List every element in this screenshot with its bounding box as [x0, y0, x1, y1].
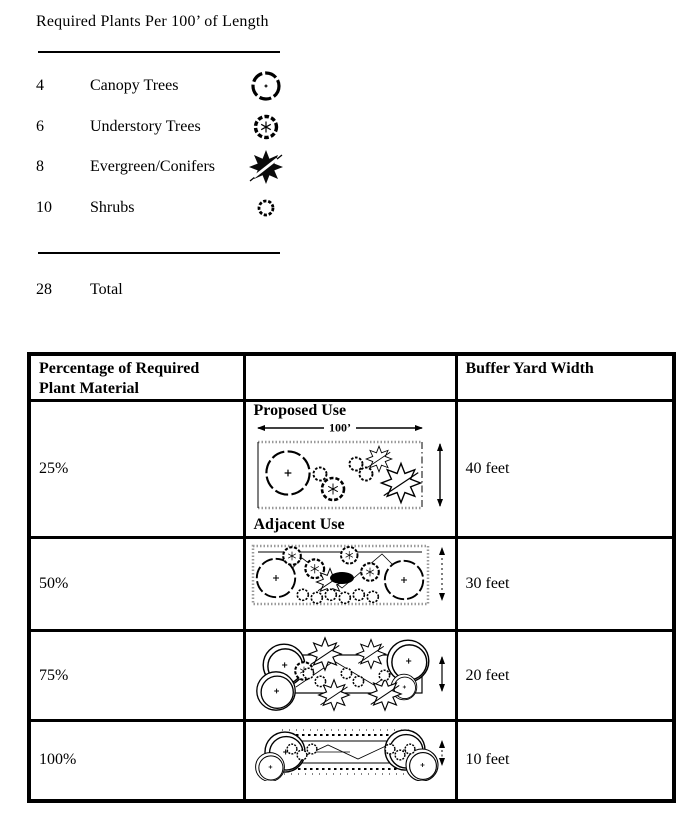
diagram-cell — [244, 631, 456, 721]
plant-qty: 6 — [36, 118, 44, 135]
total-label: Total — [90, 281, 123, 298]
understory-tree-icon — [244, 112, 288, 142]
buffer-diagram-50-percent — [250, 542, 450, 608]
adjacent-use-label: Adjacent Use — [253, 516, 345, 533]
plant-schedule-row-understory — [36, 107, 304, 147]
buffer-diagram-75-percent — [250, 635, 450, 713]
plant-label: Understory Trees — [90, 118, 201, 135]
table-row — [29, 631, 674, 721]
total-qty: 28 — [36, 281, 52, 298]
header-percentage: Percentage of Required Plant Material — [29, 354, 244, 401]
plant-label: Shrubs — [90, 199, 135, 216]
schedule-divider-top — [38, 51, 280, 53]
table-row — [29, 401, 674, 538]
buffer-diagram-25-percent — [252, 420, 448, 514]
percentage-cell: 75% — [29, 631, 244, 721]
evergreen-conifer-icon — [244, 148, 288, 186]
header-buffer-width: Buffer Yard Width — [456, 354, 674, 401]
buffer-width-cell: 30 feet — [456, 538, 674, 631]
shrub-icon — [244, 198, 288, 218]
plant-label: Evergreen/Conifers — [90, 158, 215, 175]
diagram-cell — [244, 721, 456, 801]
percentage-cell: 50% — [29, 538, 244, 631]
plant-schedule-row-shrub — [36, 188, 304, 228]
buffer-width-cell: 10 feet — [456, 721, 674, 801]
length-dimension-label: 100’ — [329, 420, 351, 435]
table-header-row — [29, 354, 674, 401]
schedule-divider-bottom — [38, 252, 280, 254]
plant-schedule-row-canopy — [36, 66, 304, 106]
plant-qty: 4 — [36, 77, 44, 94]
plant-schedule-total-row — [36, 276, 304, 304]
plant-label: Canopy Trees — [90, 77, 179, 94]
percentage-cell: 25% — [29, 401, 244, 538]
buffer-yard-table — [27, 352, 676, 803]
buffer-width-cell: 20 feet — [456, 631, 674, 721]
plant-schedule-row-evergreen — [36, 147, 304, 187]
diagram-cell — [244, 401, 456, 538]
proposed-use-label: Proposed Use — [253, 402, 347, 419]
plant-qty: 10 — [36, 199, 52, 216]
page-title: Required Plants Per 100’ of Length — [36, 13, 269, 30]
percentage-cell: 100% — [29, 721, 244, 801]
canopy-tree-icon — [244, 69, 288, 103]
buffer-diagram-100-percent — [250, 725, 450, 781]
table-row — [29, 538, 674, 631]
table-row — [29, 721, 674, 801]
plant-qty: 8 — [36, 158, 44, 175]
diagram-cell — [244, 538, 456, 631]
buffer-width-cell: 40 feet — [456, 401, 674, 538]
header-diagram — [244, 354, 456, 401]
